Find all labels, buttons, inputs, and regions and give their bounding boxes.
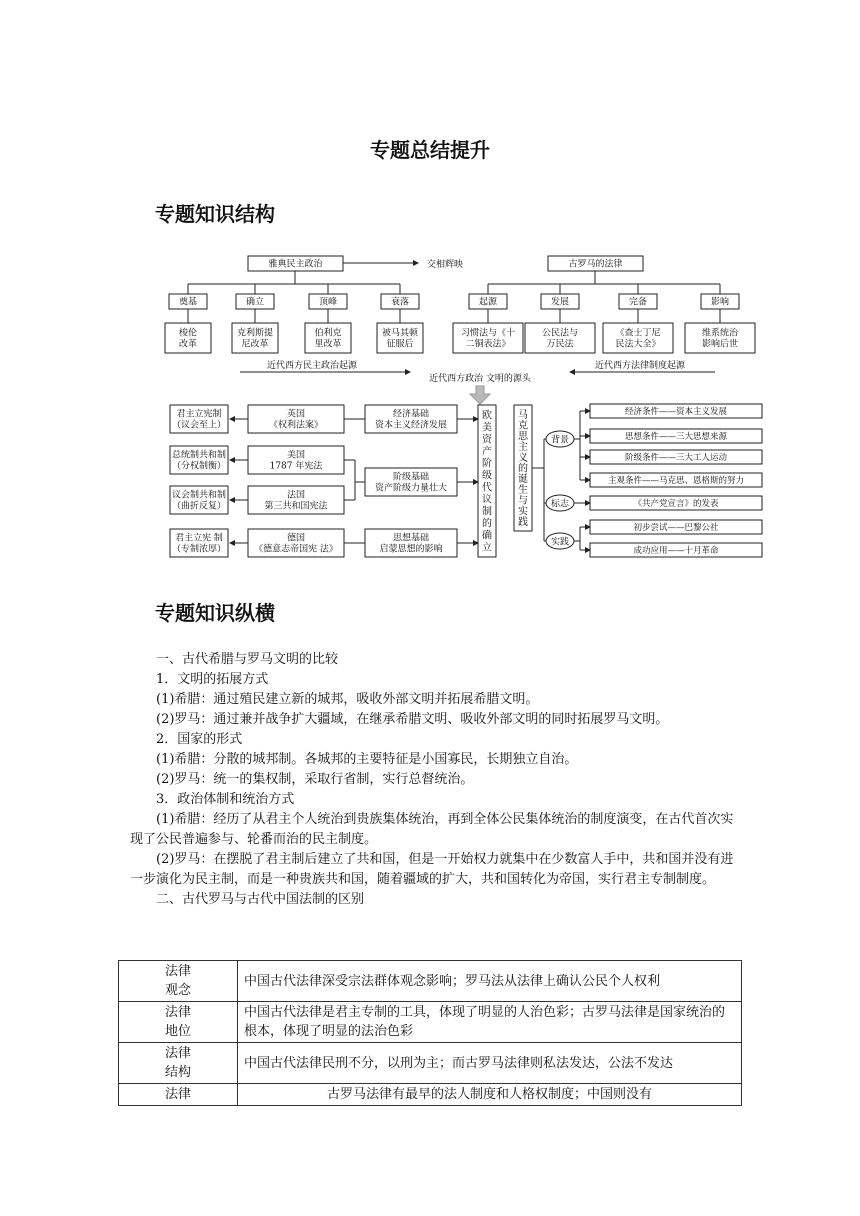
regime-box-text: 君主立宪制 — [176, 409, 222, 420]
regime-box-text: （分权制衡） — [171, 461, 227, 472]
rome-event-box-text: 影响后世 — [701, 339, 739, 350]
paragraph-1-1-rome: (2)罗马：通过兼并战争扩大疆域，在继承希腊文明、吸收外部文明的同时拓展罗马文明。 — [156, 712, 669, 727]
row-value: 古罗马法律有最早的法人制度和人格权制度；中国则没有 — [238, 1084, 742, 1106]
rome-title-box-text: 古罗马的法律 — [568, 259, 623, 270]
source-label: 近代西方政治 文明的源头 — [429, 374, 531, 384]
establish-box-char: 美 — [482, 422, 492, 434]
page-title: 专题总结提升 — [370, 138, 490, 162]
paragraph-1-2-rome: (2)罗马：统一的集权制，采取行省制，实行总督统治。 — [156, 772, 474, 787]
paragraph-1-3-greece: (1)希腊：经历了从君主个人统治到贵族集体统治，再到全体公民集体统治的制度演变，在古代首次实现了公民普遍参与、轮番而治的民主制度。 — [130, 812, 734, 847]
section-2-heading: 二、古代罗马与古代中国法制的区别 — [156, 892, 365, 907]
background-item-box-text: 思想条件——三大思想来源 — [624, 431, 728, 442]
marxism-box-char: 主 — [518, 442, 528, 454]
country-box-text: 美国 — [286, 450, 306, 461]
marxism-box-char: 生 — [518, 484, 528, 496]
rome-event-box-text: 《查士丁尼 — [615, 328, 661, 339]
marxism-box-char: 克 — [518, 420, 528, 432]
rome-event-box-text: 二铜表法》 — [465, 339, 511, 350]
marxism-box-char: 的 — [518, 463, 528, 475]
row-key: 法律 — [119, 1084, 238, 1106]
country-box-text: 法国 — [286, 490, 306, 501]
background-oval-text: 背景 — [550, 435, 570, 446]
rome-event-box-text: 维系统治 — [701, 328, 739, 339]
section-heading-structure: 专题知识结构 — [155, 202, 275, 226]
law-comparison-table — [118, 960, 742, 1106]
row-key: 法律 结构 — [119, 1043, 238, 1084]
paragraph-1-2-greece: (1)希腊：分散的城邦制。各城邦的主要特征是小国寡民，长期独立自治。 — [156, 752, 578, 767]
paragraph-1-3-rome: (2)罗马：在摆脱了君主制后建立了共和国，但是一开始权力就集中在少数富人手中，共和国并没有进一步演化为民主制，而是一种贵族共和国，随着疆域的扩大，共和国转化为帝国，实行君主专制制度。 — [130, 852, 734, 887]
establish-box-char: 资 — [482, 434, 492, 446]
content-body — [130, 650, 745, 910]
establish-box-char: 的 — [482, 518, 492, 530]
athens-title-box-text: 雅典民主政治 — [268, 259, 323, 270]
country-box-text: 1787 年宪法 — [269, 461, 323, 472]
rome-stage-box-text: 发展 — [550, 297, 570, 308]
marxism-box-char: 实 — [518, 506, 528, 518]
marxism-box-char: 马 — [518, 409, 528, 421]
paragraph-1-1-greece: (1)希腊：通过殖民建立新的城邦，吸收外部文明并拓展希腊文明。 — [156, 692, 539, 707]
sign-oval-text: 标志 — [550, 499, 570, 510]
row-key: 法律 观念 — [119, 961, 238, 1002]
background-item-box-text: 主观条件——马克思、恩格斯的努力 — [607, 475, 745, 486]
athens-event-box-text: 改革 — [178, 339, 198, 350]
establish-box-char: 制 — [482, 506, 492, 518]
regime-box-text: 总统制共和制 — [171, 450, 227, 461]
row-value: 中国古代法律深受宗法群体观念影响；罗马法从法律上确认公民个人权利 — [238, 961, 742, 1002]
athens-event-box-text: 克利斯提 — [236, 328, 274, 339]
regime-box-text: 君主立宪 制 — [175, 533, 223, 544]
rome-stage-box-text: 完备 — [628, 297, 648, 308]
marxism-box-char: 与 — [518, 495, 528, 507]
establish-box-char: 级 — [482, 470, 492, 482]
foundation-box-text: 资产阶级力量壮大 — [374, 483, 448, 494]
foundation-box-text: 思想基础 — [392, 533, 430, 544]
establish-box-char: 欧 — [482, 410, 492, 422]
rome-event-box-text: 习惯法与《十 — [460, 328, 516, 339]
rome-event-box-text: 民法大全》 — [615, 339, 661, 350]
practice-item-box-text: 初步尝试——巴黎公社 — [633, 522, 719, 533]
country-box-text: 《权利法案》 — [268, 420, 324, 431]
athens-stage-box-text: 奠基 — [178, 297, 198, 308]
knowledge-structure-diagram — [160, 250, 772, 562]
marxism-box-char: 践 — [518, 517, 528, 529]
row-key: 法律 地位 — [119, 1002, 238, 1043]
regime-box-text: （专制浓厚） — [171, 544, 227, 555]
background-item-box-text: 阶级条件——三大工人运动 — [624, 452, 728, 463]
table-row — [119, 1084, 742, 1106]
athens-event-box-text: 尼改革 — [241, 339, 269, 350]
rome-stage-box-text: 起源 — [478, 297, 498, 308]
marxism-box-char: 诞 — [518, 474, 528, 486]
down-arrow-icon — [470, 386, 490, 404]
country-box-text: 英国 — [286, 409, 306, 420]
establish-box-char: 立 — [482, 542, 492, 554]
establish-box-char: 代 — [482, 482, 492, 494]
marxism-box-char: 思 — [518, 431, 528, 443]
athens-event-box-text: 被马其顿 — [381, 328, 419, 339]
rome-event-box-text: 万民法 — [546, 339, 574, 350]
section-heading-details: 专题知识纵横 — [155, 601, 275, 625]
athens-stage-box-text: 确立 — [245, 297, 265, 308]
establish-box-char: 确 — [482, 530, 492, 542]
athens-stage-box-text: 顶峰 — [318, 297, 338, 308]
table-row — [119, 961, 742, 1002]
sign-item-box-text: 《共产党宣言》的发表 — [633, 498, 719, 509]
row-value: 中国古代法律是君主专制的工具，体现了明显的人治色彩；古罗马法律是国家统治的根本，体现了明显的法治色彩 — [238, 1002, 742, 1043]
rome-origin-label: 近代西方法律制度起源 — [594, 361, 686, 371]
subheading-1-1: 1．文明的拓展方式 — [156, 672, 269, 687]
foundation-box-text: 阶级基础 — [392, 472, 430, 483]
practice-oval-text: 实践 — [550, 537, 570, 548]
establish-box-char: 议 — [482, 494, 492, 506]
mutual-label: 交相辉映 — [426, 260, 464, 270]
practice-item-box-text: 成功应用——十月革命 — [633, 545, 719, 556]
athens-event-box-text: 征服后 — [386, 339, 414, 350]
athens-origin-label: 近代西方民主政治起源 — [266, 361, 358, 371]
marxism-box-char: 义 — [518, 452, 528, 464]
country-box-text: 第三共和国宪法 — [264, 501, 328, 512]
foundation-box-text: 启蒙思想的影响 — [379, 544, 443, 555]
establish-box-char: 阶 — [482, 458, 492, 470]
subheading-1-3: 3．政治体制和统治方式 — [156, 792, 295, 807]
athens-event-box-text: 里改革 — [314, 339, 342, 350]
rome-stage-box-text: 影响 — [710, 297, 730, 308]
regime-box-text: 议会制共和制 — [171, 490, 227, 501]
background-item-box-text: 经济条件——资本主义发展 — [624, 406, 728, 417]
table-row — [119, 1043, 742, 1084]
athens-stage-box-text: 衰落 — [390, 297, 410, 308]
regime-box-text: （议会至上） — [171, 420, 227, 431]
country-box-text: 《德意志帝国宪 法》 — [254, 544, 338, 555]
foundation-box-text: 经济基础 — [392, 409, 430, 420]
regime-box-text: （曲折反复） — [171, 501, 227, 512]
row-value: 中国古代法律民刑不分，以刑为主；而古罗马法律则私法发达，公法不发达 — [238, 1043, 742, 1084]
country-box-text: 德国 — [286, 533, 306, 544]
rome-event-box-text: 公民法与 — [541, 328, 579, 339]
athens-event-box-text: 伯利克 — [314, 328, 342, 339]
table-row — [119, 1002, 742, 1043]
establish-box-char: 产 — [482, 446, 492, 458]
foundation-box-text: 资本主义经济发展 — [374, 420, 448, 431]
subheading-1-2: 2．国家的形式 — [156, 732, 243, 747]
athens-event-box-text: 梭伦 — [178, 328, 198, 339]
section-1-heading: 一、古代希腊与罗马文明的比较 — [156, 652, 339, 667]
